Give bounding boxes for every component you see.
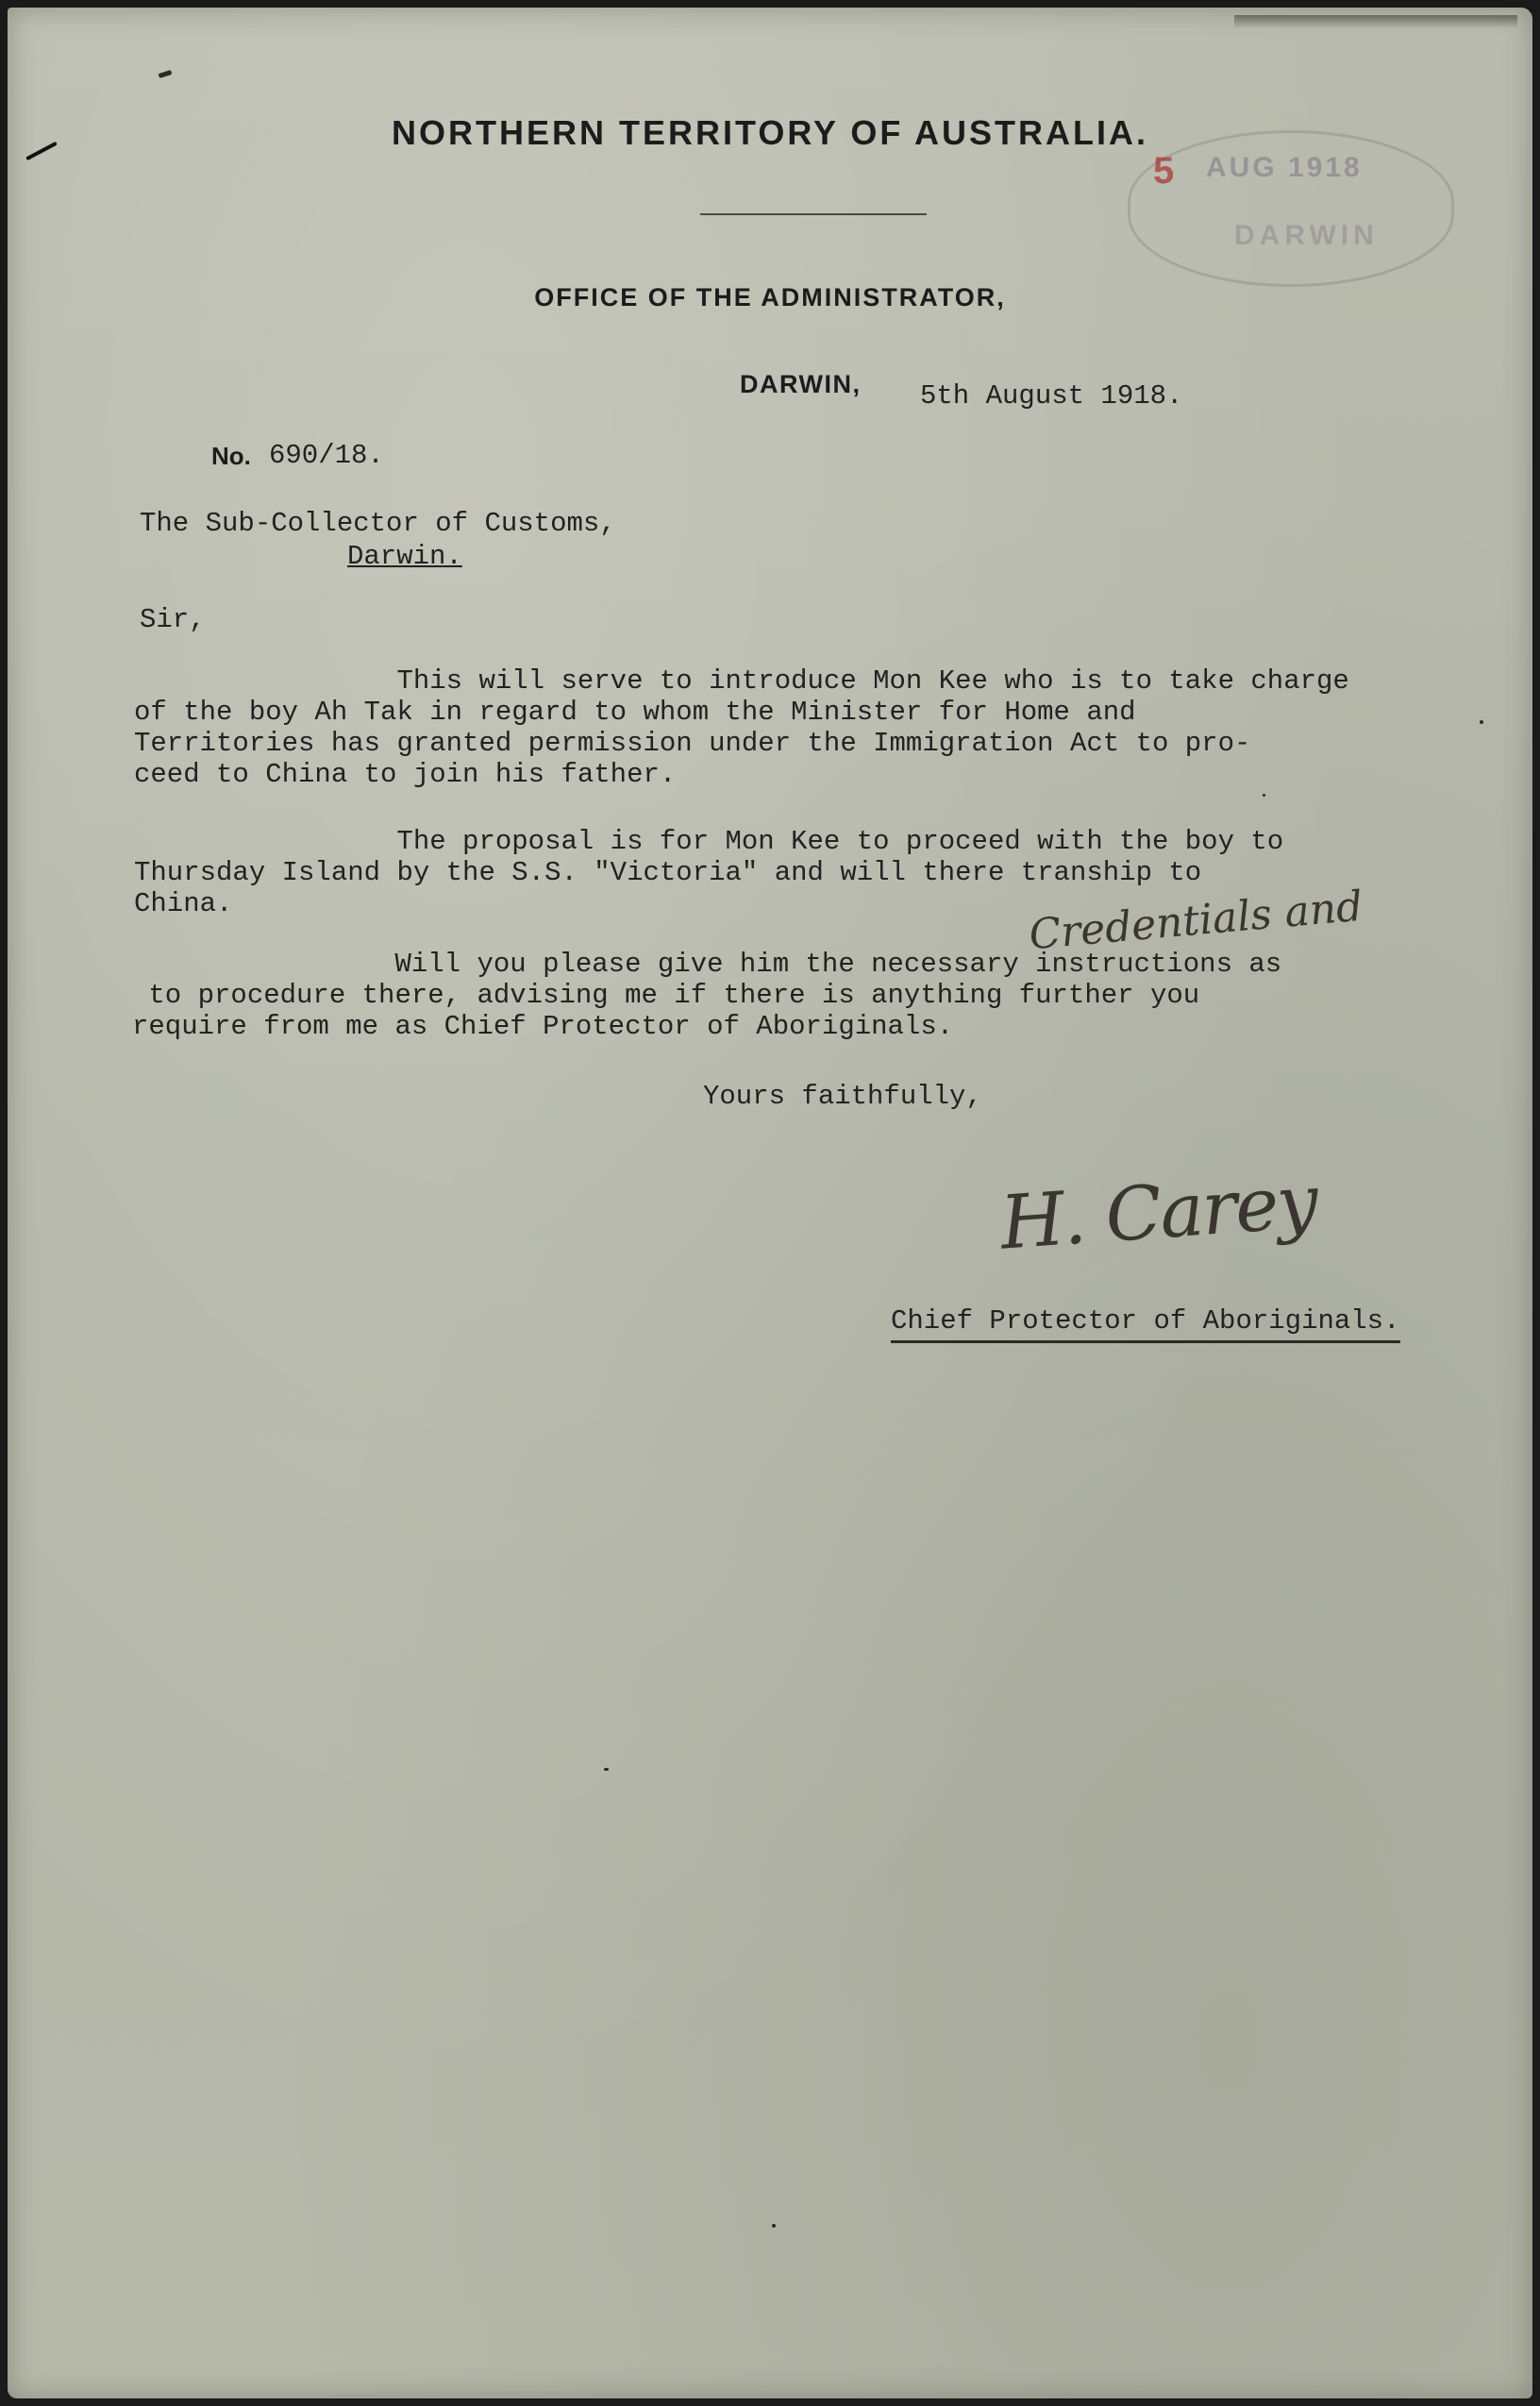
speck	[1480, 720, 1483, 724]
letter-date: 5th August 1918.	[920, 380, 1183, 412]
body-paragraph-1: This will serve to introduce Mon Kee who is to take charge of the boy Ah Tak in regard to whom the Minister for Home and Territories has granted permission under the Immigration Act to pro- ceed to China to join his father.	[134, 665, 1349, 790]
stamp-mark: 5	[1153, 150, 1175, 192]
body-paragraph-3: Will you please give him the necessary instructions as to procedure there, advising me if there is anything further you require from me as Chief Protector of Aboriginals.	[132, 949, 1282, 1042]
letter-place: DARWIN,	[740, 370, 862, 398]
signatory-title: Chief Protector of Aboriginals.	[891, 1305, 1400, 1343]
reference-label: No.	[211, 442, 251, 470]
stamp-place: DARWIN	[1234, 220, 1379, 251]
salutation: Sir,	[140, 604, 206, 635]
speck	[604, 1768, 609, 1771]
handwritten-insertion: Credentials and	[1027, 882, 1365, 960]
page-edge-shadow	[1234, 15, 1517, 28]
speck	[772, 2224, 776, 2228]
office-heading: OFFICE OF THE ADMINISTRATOR,	[534, 283, 1006, 311]
received-stamp	[1128, 130, 1454, 287]
letterhead-divider	[700, 213, 927, 215]
recipient-title: The Sub-Collector of Customs,	[140, 508, 616, 539]
signature: H. Carey	[997, 1159, 1320, 1267]
stamp-date: AUG 1918	[1206, 152, 1363, 183]
recipient-place: Darwin.	[347, 541, 462, 572]
speck	[1263, 794, 1265, 797]
speck	[159, 70, 173, 78]
complimentary-close: Yours faithfully,	[703, 1081, 982, 1112]
body-paragraph-2: The proposal is for Mon Kee to proceed with the boy to Thursday Island by the S.S. "Victoria" and will there tranship to China.	[134, 826, 1284, 919]
reference-number: 690/18.	[269, 440, 384, 471]
letterhead-title: NORTHERN TERRITORY OF AUSTRALIA.	[391, 113, 1148, 152]
